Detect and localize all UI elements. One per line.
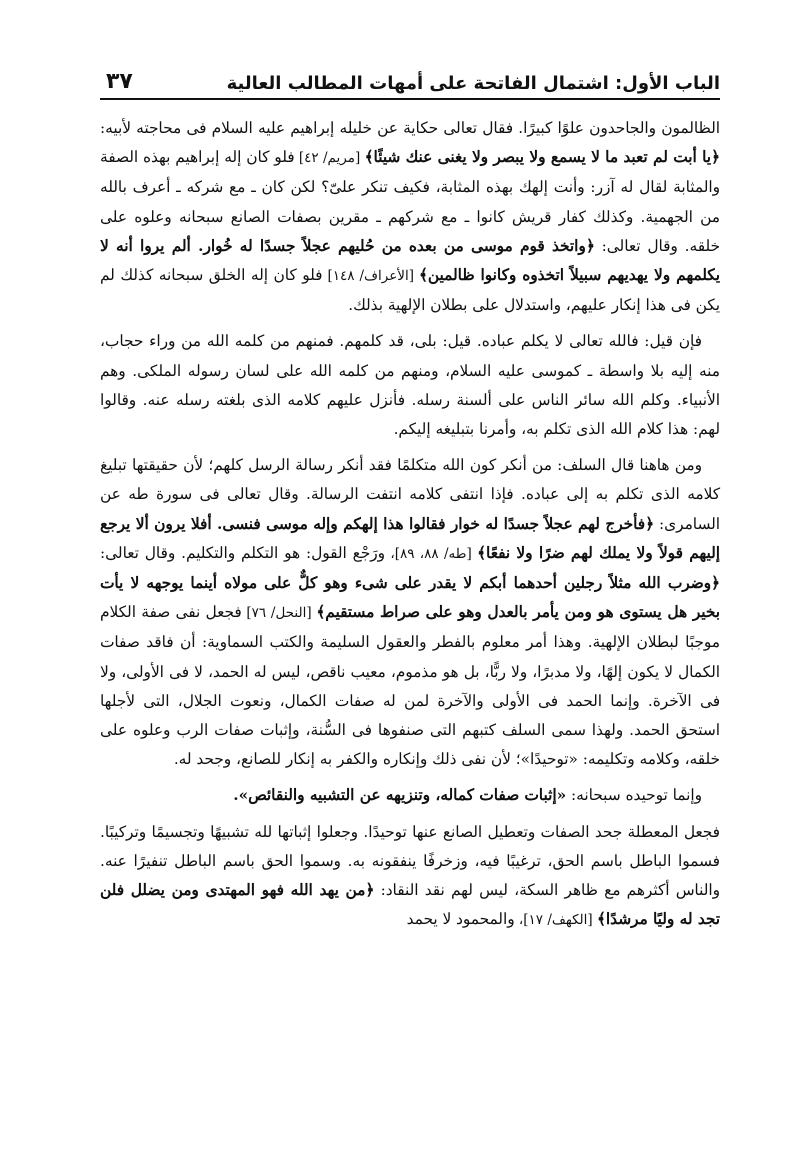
text-span: فجعل المعطلة جحد الصفات وتعطيل الصانع عنها توحيدًا. وجعلوا إثباتها لله تشبيهًا وتجسيمًا وتركيبًا. فسموا الباطل باسم الحق، ترغيبًا فيه، وزخرفًا ينفقونه به. وسموا الحق باسم الباطل تنفيرًا عنه. والناس أكثرهم مع ظاهر السكة، ليس لهم نقد النقاد: bbox=[100, 822, 720, 900]
verse-reference: [النحل/ ٧٦] bbox=[241, 605, 317, 622]
quran-quote: ﴿من يهد الله فهو المهتدى ومن يضلل فلن تجد له وليًا مرشدًا﴾ bbox=[100, 881, 720, 929]
quran-quote: ﴿يا أبت لم تعبد ما لا يسمع ولا يبصر ولا يغنى عنك شيئًا﴾ bbox=[364, 148, 720, 167]
paragraph-3 bbox=[100, 451, 720, 774]
quran-quote: ﴿واتخذ قوم موسى من بعده من حُليهم عجلاً جسدًا له خُوار. ألم يروا أنه لا يكلمهم ولا يهديهم سبيلاً اتخذوه وكانوا ظالمين﴾ bbox=[100, 236, 720, 285]
text-span: وإنما توحيده سبحانه: bbox=[566, 786, 702, 805]
book-page bbox=[100, 58, 720, 1138]
paragraph-2 bbox=[100, 327, 720, 444]
verse-reference: [طه/ ٨٨، ٨٩]، bbox=[385, 545, 478, 562]
running-header bbox=[100, 58, 720, 100]
text-span: فلو كان إله الخلق سبحانه كذلك لم يكن فى هذا إنكار عليهم، واستدلال على بطلان الإلهية بذلك. bbox=[100, 266, 720, 315]
verse-reference: [مريم/ ٤٢] bbox=[294, 150, 365, 167]
paragraph-gap bbox=[100, 444, 720, 451]
quran-quote: ﴿وضرب الله مثلاً رجلين أحدهما أبكم لا يقدر على شىء وهو كلٌّ على مولاه أينما يوجهه لا يأت بخير هل يستوى هو ومن يأمر بالعدل وهو على صراط مستقيم﴾ bbox=[100, 574, 721, 622]
text-span: الظالمون والجاحدون علوًا كبيرًا. فقال تعالى حكاية عن خليله إبراهيم عليه السلام فى محاجته لأبيه: bbox=[100, 119, 720, 137]
paragraph-gap bbox=[100, 774, 720, 781]
text-span: فلو كان إله إبراهيم بهذه الصفة والمثابة لقال له آزر: وأنت إلهك بهذه المثابة، فكيف تنكر علىّ؟ لكن كان ـ مع شركه ـ أعرف بالله من الجهمية. وكذلك كفار قريش كانوا ـ مع شركهم ـ مقرين بصفات الصانع سبحانه وعلوه على خلقه. وقال تعالى: bbox=[100, 148, 720, 255]
chapter-title: الباب الأول: اشتمال الفاتحة على أمهات المطالب العالية bbox=[226, 73, 720, 94]
text-span: فإن قيل: فالله تعالى لا يكلم عباده. قيل: بلى، قد كلمهم. فمنهم من كلمه الله من وراء حجاب، منه إليه بلا واسطة ـ كموسى عليه السلام، ومنهم من كلمه الله على لسان رسوله الملكى. وهم الأنبياء. وكلم الله سائر الناس على ألسنة رسله. فأنزل عليهم كلامه الذى بلغته رسله عنه. وقالوا لهم: هذا كلام الله الذى تكلم به، وأمرنا بتبليغه إليكم. bbox=[100, 332, 720, 439]
text-span: فجعل نفى صفة الكلام موجبًا لبطلان الإلهية. وهذا أمر معلوم بالفطر والعقول السليمة والكتب السماوية: أن فاقد صفات الكمال لا يكون إلهًا، ولا مدبرًا، ولا ربًّا، بل هو مذموم، معيب ناقص، ليس له الحمد، لا فى الأولى، ولا فى الآخرة. وإنما الحمد فى الأولى والآخرة لمن له صفات الكمال، ونعوت الجلال، التى لأجلها استحق الحمد. ولهذا سمى السلف كتبهم التى صنفوها فى السُّنة، وإثبات صفات الرب وعلوه على خلقه، وكلامه وتكليمه: «توحيدًا»؛ لأن نفى ذلك وإنكاره والكفر به إنكار للصانع، وجحد له. bbox=[100, 603, 720, 769]
text-span: ومن هاهنا قال السلف: من أنكر كون الله متكلمًا فقد أنكر رسالة الرسل كلهم؛ لأن حقيقتها تبليغ كلامه الذى تكلم به إلى عباده. فإذا انتفى كلامه انتفت الرسالة. وقال تعالى فى سورة طه عن السامرى: bbox=[100, 456, 720, 533]
paragraph-gap bbox=[100, 320, 720, 327]
verse-reference: [الكهف/ ١٧]، bbox=[514, 912, 597, 929]
paragraph-gap bbox=[100, 811, 720, 818]
quran-quote: ﴿فأخرج لهم عجلاً جسدًا له خوار فقالوا هذا إلهكم وإله موسى فنسى. أفلا يرون ألا يرجع إليهم قولاً ولا يملك لهم ضرًا ولا نفعًا﴾ bbox=[100, 514, 720, 562]
body-text bbox=[100, 114, 720, 935]
paragraph-4 bbox=[100, 781, 720, 810]
paragraph-1 bbox=[100, 114, 720, 320]
definition-quote: «إثبات صفات كماله، وتنزيهه عن التشبيه والنقائص». bbox=[233, 786, 567, 805]
text-span: والمحمود لا يحمد bbox=[406, 910, 515, 929]
text-span: ورَجْع القول: هو التكلم والتكليم. وقال تعالى: bbox=[100, 543, 386, 562]
verse-reference: [الأعراف/ ١٤٨] bbox=[322, 268, 419, 285]
paragraph-5 bbox=[100, 818, 720, 936]
page-number: ٣٧ bbox=[106, 69, 133, 94]
